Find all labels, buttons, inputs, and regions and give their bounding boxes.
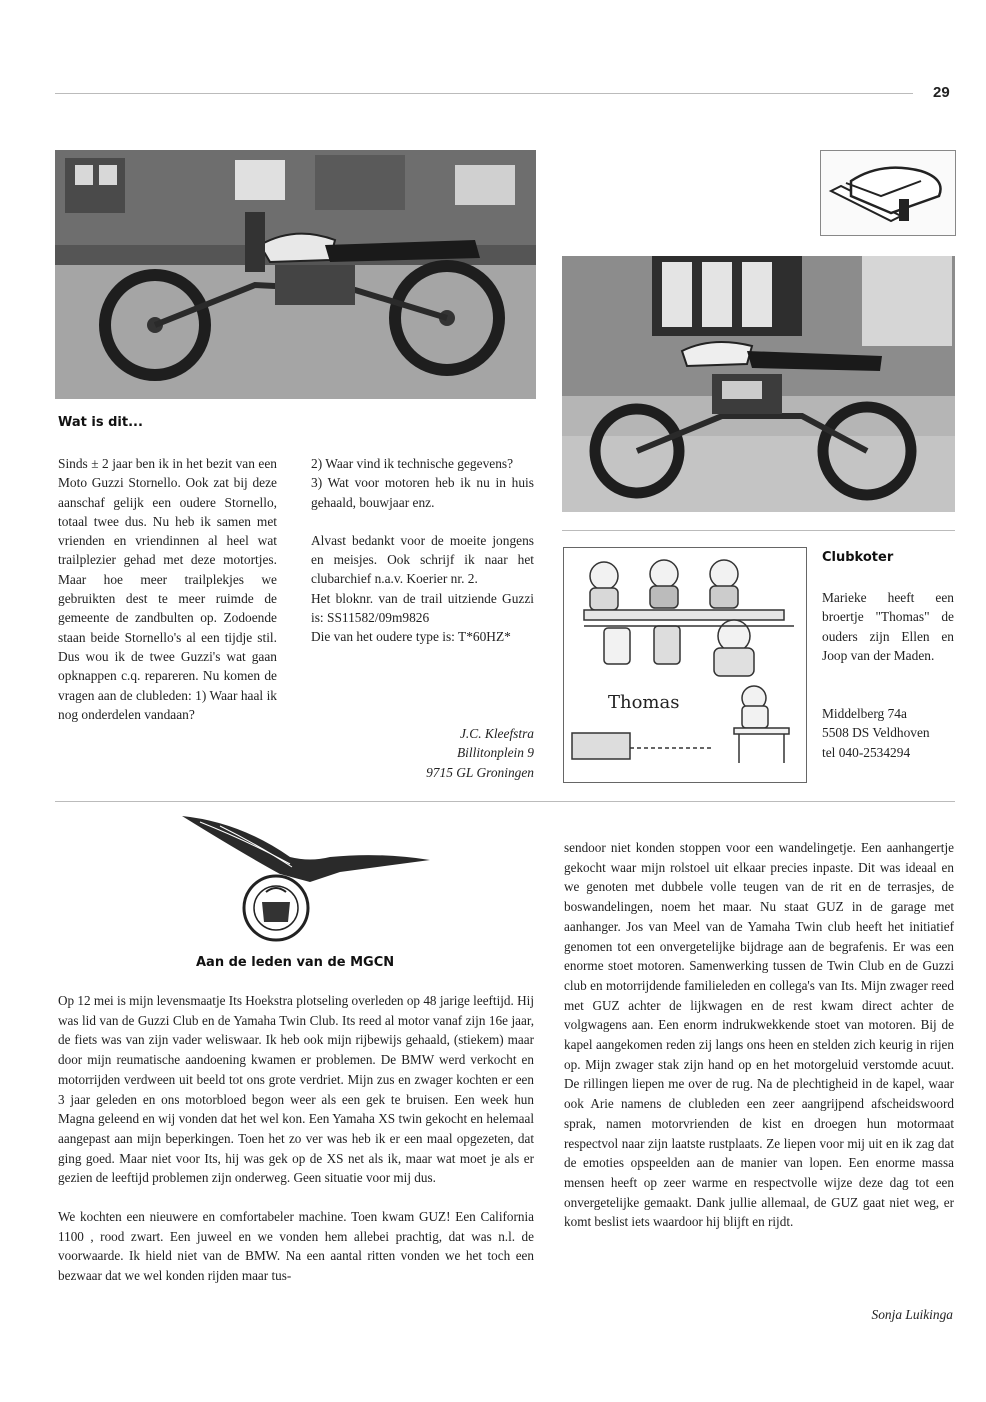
article2-paragraph-2: We kochten een nieuwere en comfortabeler machine. Toen kwam GUZ! Een California 1100 , rood zwart. Een juweel en we vonden hem allebei prachtig, dat was n.l. de voorwaarde. Ik hield niet van de BMW. Na een aantal ritten vonden we het toch een bezwaar dat we wel konden rijden maar tus- bbox=[58, 1209, 534, 1284]
article2-heading: Aan de leden van de MGCN bbox=[196, 955, 395, 970]
article1-column-1 bbox=[58, 454, 277, 743]
mailbox-icon bbox=[820, 150, 956, 236]
clubkoter-heading: Clubkoter bbox=[822, 550, 894, 565]
moto-guzzi-club-logo bbox=[180, 812, 432, 948]
article2-column-1 bbox=[58, 991, 534, 1305]
article1-text: Sinds ± 2 jaar ben ik in het bezit van een Moto Guzzi Stornello. Ook zat bij deze aanschaf gelijk een oudere Stornello, totaal twee dus. Nu heb ik samen met vrienden en vriendinnen al heel wat trailplezier gehad met deze motortjes. Maar hoe meer trailplekjes we gebruikten dest te meer ruimde de gemeente de zandbulten op. Zodoende staan beide Stornello's al een tijdje stil. Dus wou ik de twee Guzzi's wat gaan opknappen c.q. repareren. Nu komen de vragen aan de clubleden: 1) Waar haal ik nog onderdelen vandaan? bbox=[58, 456, 277, 722]
section-rule-full bbox=[55, 801, 955, 802]
birth-card-illustration bbox=[563, 547, 807, 783]
article2-paragraph-1: Op 12 mei is mijn levensmaatje Its Hoekstra plotseling overleden op 48 jarige leeftijd. Hij was lid van de Guzzi Club en de Yamaha Twin Club. Its reed al motor vanaf zijn 16e jaar, de fiets was van zijn vader weliswaar. Ik heb ook mijn rijbewijs gehaald, (stiekem) maar door mijn reumatische aandoening kwamen er problemen. De BMW werd verkocht en motorrijden verdween uit beeld tot ons grote verdriet. Mijn zus en zwager kochten er een 3 jaar geleden en ons motorbloed begon weer als een gek te bruisen. Een week hun Magna geleend en wij vonden dat het wel kon. Een Yamaha XS twin gekocht en helemaal aangepast aan mijn beperkingen. Toen het zo ver was heb ik er een maal opgezeten, dat ging goed. Maar niet voor Its, hij was gek op de XS net als ik, maar wat moet je als er gezien de leeftijd problemen zijn onderweg. Geen situatie voor mij dus. bbox=[58, 993, 534, 1186]
page-number: 29 bbox=[933, 84, 950, 101]
card-name: Thomas bbox=[608, 692, 680, 713]
article2-signature: Sonja Luikinga bbox=[871, 1307, 953, 1322]
article1-signature: J.C. Kleefstra Billitonplein 9 9715 GL Groningen bbox=[426, 726, 534, 780]
motorcycle-photo-1 bbox=[55, 150, 536, 399]
question-2: 2) Waar vind ik technische gegevens? bbox=[311, 456, 514, 471]
header-rule bbox=[55, 93, 913, 94]
question-3: 3) Wat voor motoren heb ik nu in huis gehaald, bouwjaar enz. bbox=[311, 475, 534, 510]
clubkoter-address: Middelberg 74a 5508 DS Veldhoven tel 040-2534294 bbox=[822, 706, 930, 760]
block-number-old: Die van het oudere type is: T*60HZ* bbox=[311, 629, 511, 645]
clubkoter-text: Marieke heeft een broertje "Thomas" de ouders zijn Ellen en Joop van der Maden. bbox=[822, 590, 954, 663]
article2-column-2 bbox=[564, 838, 954, 1251]
article-heading-wat-is-dit: Wat is dit... bbox=[58, 415, 143, 430]
section-rule-right bbox=[562, 530, 955, 531]
thanks-paragraph: Alvast bedankt voor de moeite jongens en meisjes. Ook schrijf ik naar het clubarchief n.a.v. Koerier nr. 2. bbox=[311, 532, 534, 587]
article2-paragraph-3: sendoor niet konden stoppen voor een wandelingetje. Een aanhangertje gekocht waar mijn rolstoel uit elkaar precies inpaste. Dit was ideaal en we genoten met dubbele volle teugen van de rit en de terrasjes, de boswandelingen, noem het maar. Nu staat GUZ in de garage met aanhanger. Jos van Meel van de Yamaha Twin club heeft het initiatief genomen tot een onvergetelijke bijdrage aan de begrafenis. Er was een enorme stoet motoren. Samenwerking tussen de Twin Club en de Guzzi club en motorrijdende familieleden en collega's van Its. Mijn zwager reed met GUZ achter de lijkwagen en de rest kwam direct achter de volgwagens aan. Een enorm indrukwekkende stoet van motoren. Bij de kapel aangekomen reden zij langs ons heen en stelden zich keurig in rijen op. Mijn zwager stak zijn hand op en het motorgeluid verstomde acuut. De rillingen liepen me over de rug. Na de plechtigheid in de kapel, waar ook Arie namens de clubleden een zeer aangrijpend afscheidswoord sprak, namen motorvrienden de kist en droegen hun motormaat respectvol naar zijn laatste rustplaats. Ze liepen voor mij uit en ik zag dat de emoties opspeelden aan de manier van lopen. Een enorme massa mensen heeft op zeer warme en respectvolle wijze deze dag tot een onvergetelijke gemaakt. Dank jullie allemaal, de GUZ gaat niet weg, er komt beslist iets waardoor hij blijft en rijdt. bbox=[564, 840, 954, 1230]
block-number-trail: Het bloknr. van de trail uitziende Guzzi is: SS11582/09m9826 bbox=[311, 590, 534, 626]
motorcycle-photo-2 bbox=[562, 256, 955, 512]
article1-column-2 bbox=[311, 454, 534, 666]
